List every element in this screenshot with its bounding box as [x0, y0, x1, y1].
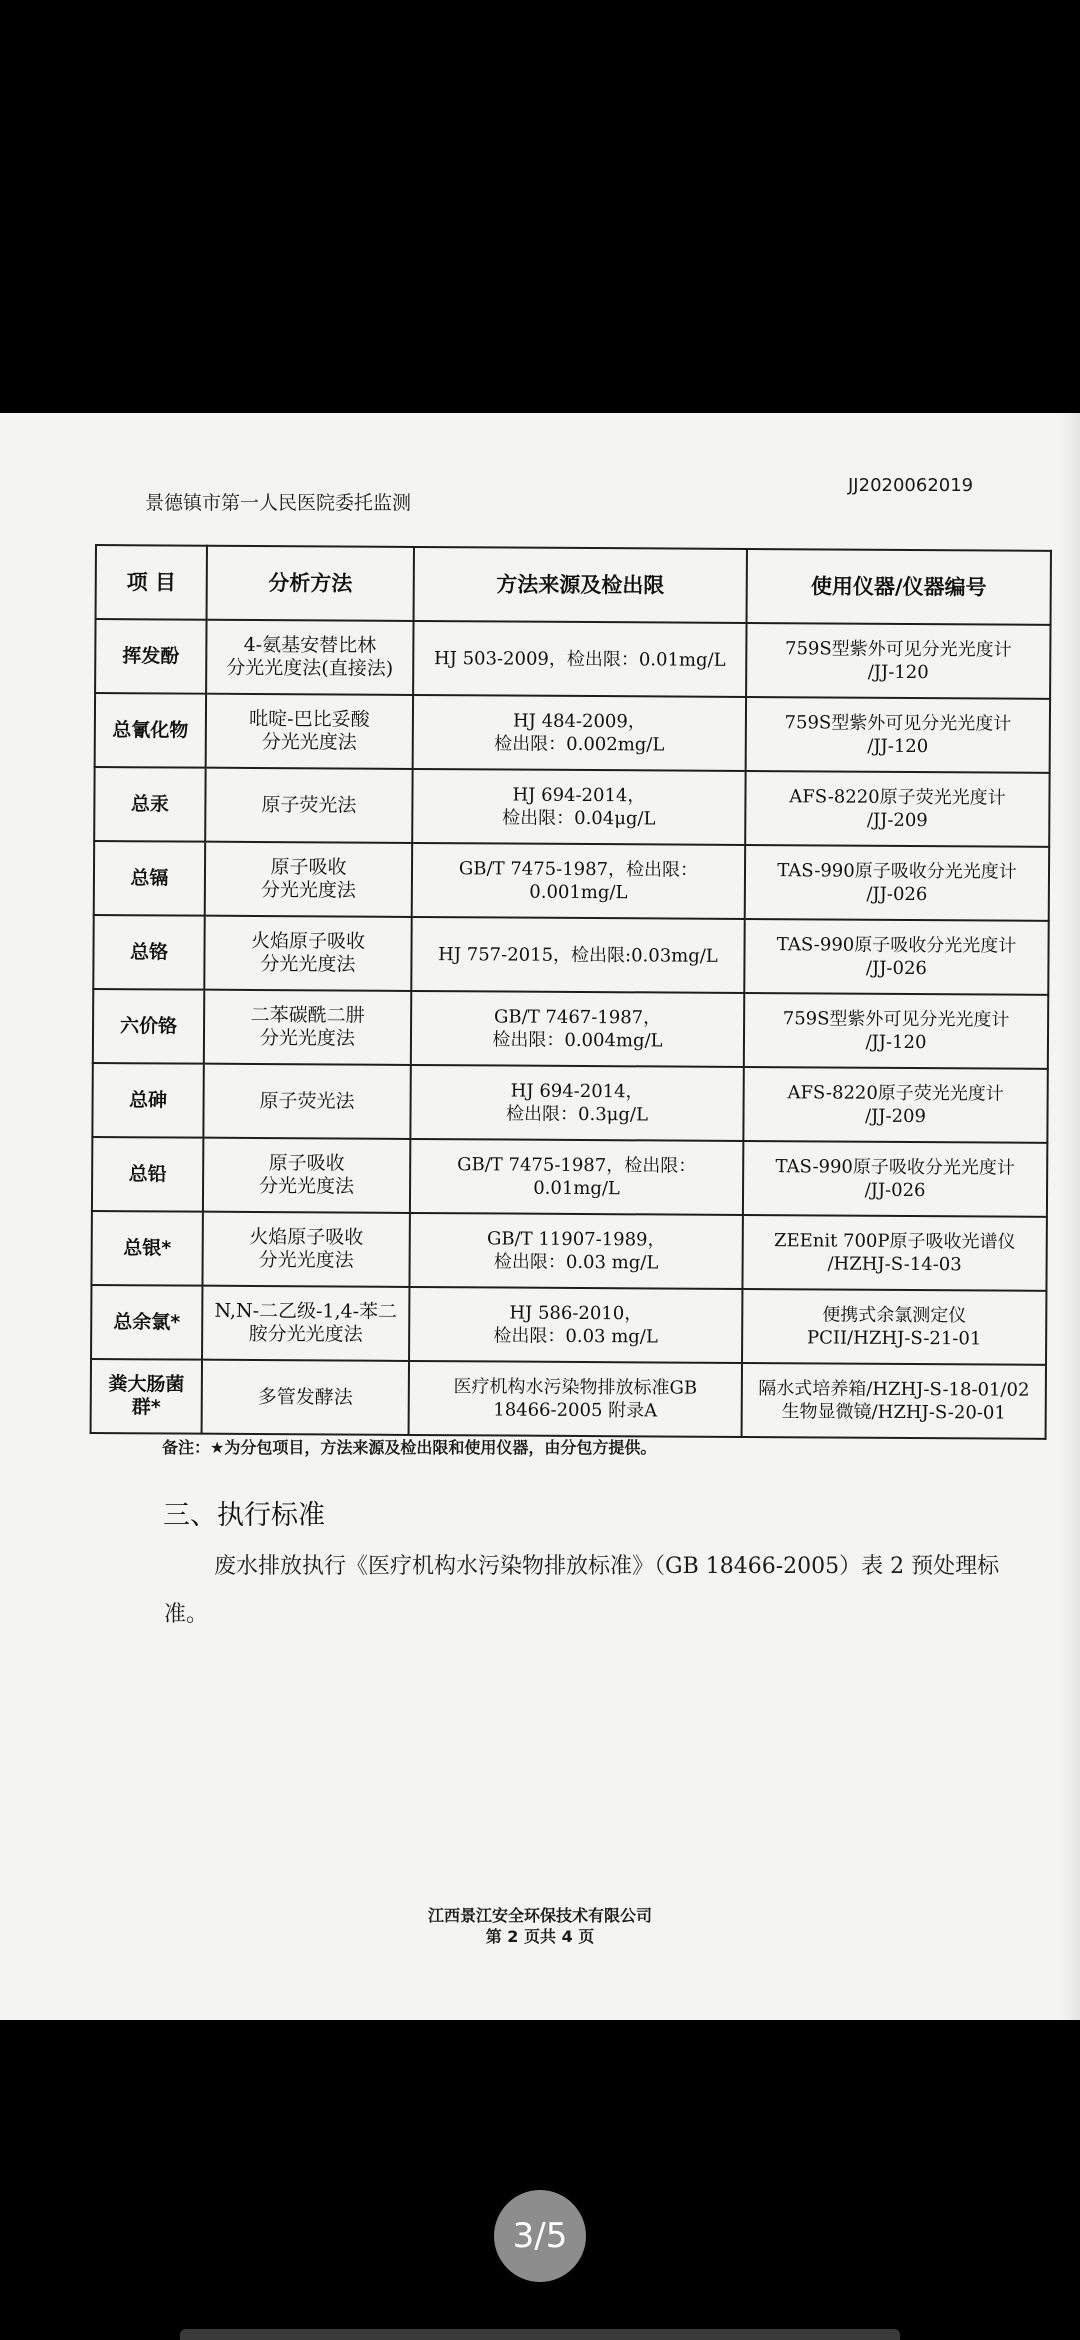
cell-method: 火焰原子吸收 分光光度法 [204, 916, 411, 991]
cell-item: 总氰化物 [95, 693, 206, 768]
cell-method: 火焰原子吸收 分光光度法 [202, 1212, 409, 1287]
cell-source: HJ 586-2010， 检出限：0.03 mg/L [409, 1287, 742, 1363]
table-row [94, 841, 1049, 921]
cell-item: 粪大肠菌 群* [91, 1359, 202, 1434]
cell-source: GB/T 11907-1989， 检出限：0.03 mg/L [409, 1213, 742, 1289]
column-header-instrument: 使用仪器/仪器编号 [747, 549, 1051, 625]
cell-instrument: 759S型紫外可见分光光度计 /JJ-120 [744, 993, 1048, 1069]
cell-instrument: 759S型紫外可见分光光度计 /JJ-120 [746, 623, 1050, 699]
table-row [92, 1137, 1047, 1217]
cell-item: 六价铬 [93, 989, 204, 1064]
cell-method: 原子吸收 分光光度法 [203, 1138, 410, 1213]
cell-method: 二苯碳酰二肼 分光光度法 [204, 990, 411, 1065]
cell-item: 总铬 [93, 915, 204, 990]
cell-method: 原子荧光法 [203, 1064, 410, 1139]
document-report-number: JJ2020062019 [848, 475, 974, 496]
table-row [91, 1285, 1046, 1365]
cell-source: HJ 484-2009， 检出限：0.002mg/L [413, 695, 746, 771]
table-row [95, 619, 1050, 699]
table-note: 备注：★为分包项目，方法来源及检出限和使用仪器，由分包方提供。 [162, 1438, 657, 1457]
cell-item: 总汞 [94, 767, 205, 842]
cell-method: 多管发酵法 [202, 1360, 409, 1435]
cell-source: GB/T 7475-1987，检出限：0.01mg/L [410, 1139, 743, 1215]
cell-item: 挥发酚 [95, 619, 206, 694]
cell-source: GB/T 7475-1987，检出限： 0.001mg/L [412, 843, 745, 919]
section-title: 三、执行标准 [163, 1500, 325, 1531]
cell-item: 总铅 [92, 1137, 203, 1212]
cell-instrument: 便携式余氯测定仪 PCII/HZHJ-S-21-01 [742, 1289, 1046, 1365]
body-paragraph: 废水排放执行《医疗机构水污染物排放标准》（GB 18466-2005）表 2 预处理标准。 [164, 1554, 1000, 1627]
cell-instrument: TAS-990原子吸收分光光度计 /JJ-026 [744, 919, 1048, 995]
column-header-item: 项 目 [96, 545, 207, 620]
cell-item: 总砷 [92, 1063, 203, 1138]
cell-source: GB/T 7467-1987， 检出限：0.004mg/L [411, 991, 744, 1067]
cell-instrument: TAS-990原子吸收分光光度计 /JJ-026 [743, 1141, 1047, 1217]
cell-method: 4-氨基安替比林 分光光度法(直接法) [206, 620, 413, 695]
document-header-title: 景德镇市第一人民医院委托监测 [145, 492, 412, 514]
cell-source: HJ 694-2014， 检出限：0.3μg/L [410, 1065, 743, 1141]
document-page [0, 413, 1080, 2020]
cell-method: 原子吸收 分光光度法 [205, 842, 412, 917]
cell-source: HJ 757-2015，检出限:0.03mg/L [411, 917, 744, 993]
cell-item: 总余氯* [91, 1285, 202, 1360]
table-row [91, 1211, 1046, 1291]
cell-method: 吡啶-巴比妥酸 分光光度法 [206, 694, 413, 769]
cell-item: 总镉 [94, 841, 205, 916]
monitoring-methods-table [90, 544, 1052, 1440]
footer-page-number: 第 2 页共 4 页 [485, 1927, 595, 1946]
table-row [91, 1359, 1046, 1439]
gesture-navigation-bar[interactable] [180, 2329, 900, 2340]
table-header-row [96, 545, 1051, 625]
table-row [93, 989, 1048, 1069]
cell-instrument: AFS-8220原子荧光光度计 /JJ-209 [743, 1067, 1047, 1143]
cell-instrument: 759S型紫外可见分光光度计 /JJ-120 [746, 697, 1050, 773]
cell-method: N,N-二乙级-1,4-苯二 胺分光光度法 [202, 1286, 409, 1361]
column-header-source: 方法来源及检出限 [414, 547, 747, 623]
table-row [92, 1063, 1047, 1143]
cell-instrument: ZEEnit 700P原子吸收光谱仪 /HZHJ-S-14-03 [742, 1215, 1046, 1291]
cell-method: 原子荧光法 [205, 768, 412, 843]
page-counter-badge: 3/5 [494, 2190, 586, 2282]
table-row [93, 915, 1048, 995]
cell-source: 医疗机构水污染物排放标准GB 18466-2005 附录A [409, 1361, 742, 1437]
footer-company: 江西景江安全环保技术有限公司 [427, 1906, 652, 1925]
column-header-method: 分析方法 [207, 546, 414, 621]
cell-instrument: TAS-990原子吸收分光光度计 /JJ-026 [745, 845, 1049, 921]
table-row [95, 693, 1050, 773]
table-row [94, 767, 1049, 847]
cell-source: HJ 503-2009，检出限：0.01mg/L [413, 621, 746, 697]
cell-source: HJ 694-2014， 检出限：0.04μg/L [412, 769, 745, 845]
cell-item: 总银* [91, 1211, 202, 1286]
cell-instrument: AFS-8220原子荧光光度计 /JJ-209 [745, 771, 1049, 847]
cell-instrument: 隔水式培养箱/HZHJ-S-18-01/02 生物显微镜/HZHJ-S-20-01 [742, 1363, 1046, 1439]
